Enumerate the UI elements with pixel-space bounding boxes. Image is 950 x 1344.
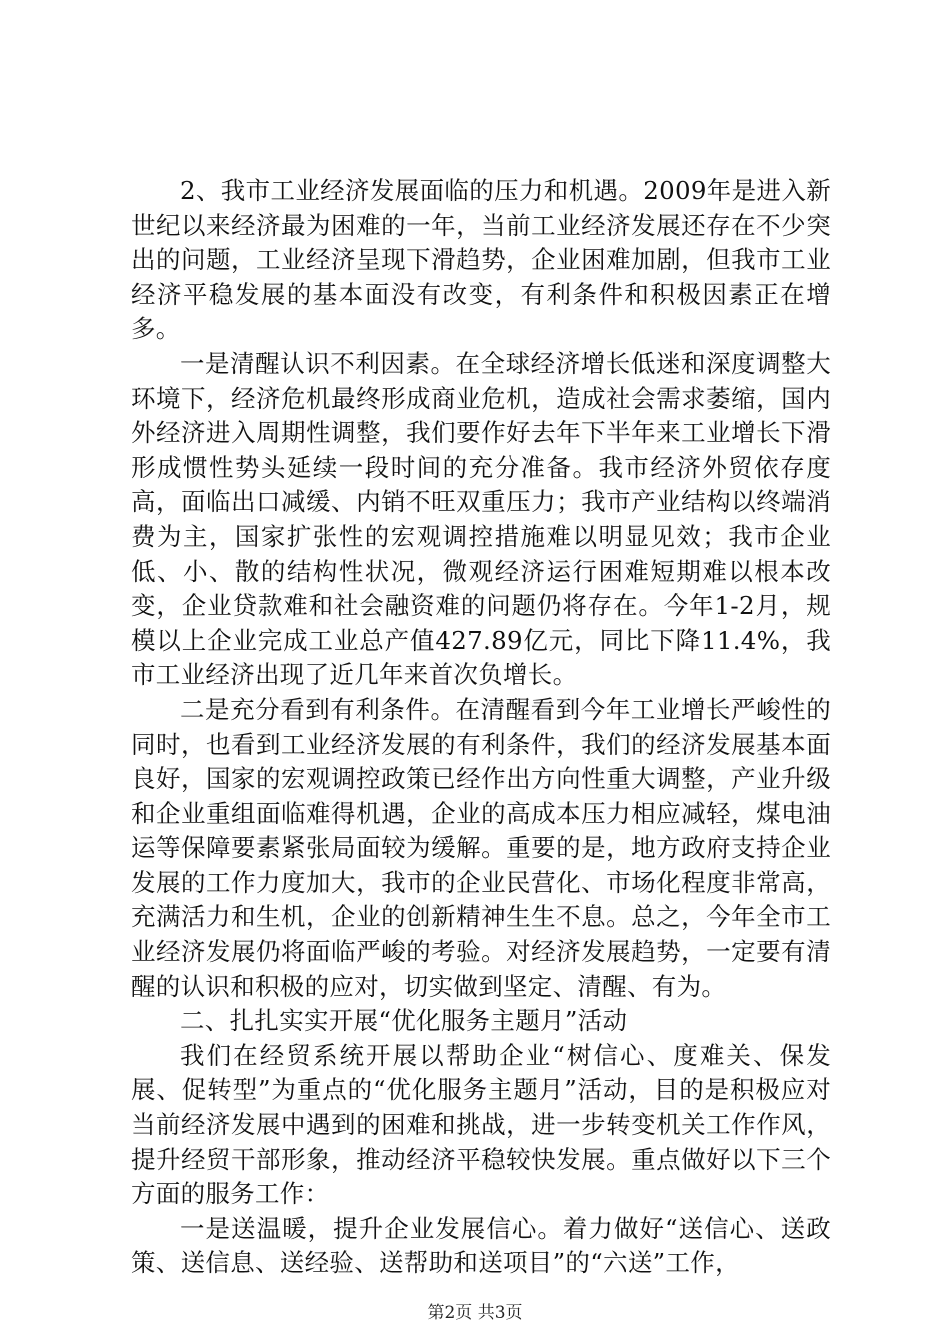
page-number-footer: 第2页 共3页 [427, 1303, 523, 1323]
paragraph-service-month-intro: 我们在经贸系统开展以帮助企业“树信心、度难关、保发展、促转型”为重点的“优化服务主题月”活动，目的是积极应对当前经济发展中遇到的困难和挑战，进一步转变机关工作作风，提升经贸干部形象，推动经济平稳较快发展。重点做好以下三个方面的服务工作： [131, 1040, 831, 1209]
paragraph-send-warmth: 一是送温暖，提升企业发展信心。着力做好“送信心、送政策、送信息、送经验、送帮助和送项目”的“六送”工作， [131, 1213, 831, 1278]
paragraph-pressure-and-opportunity: 2、我市工业经济发展面临的压力和机遇。2009年是进入新世纪以来经济最为困难的一年，当前工业经济发展还存在不少突出的问题，工业经济呈现下滑趋势，企业困难加剧，但我市工业经济平稳发展的基本面没有改变，有利条件和积极因素正在增多。 [131, 176, 831, 344]
document-body [131, 174, 831, 1281]
section-heading-service-month: 二、扎扎实实开展“优化服务主题月”活动 [180, 1006, 628, 1036]
paragraph-unfavorable-factors: 一是清醒认识不利因素。在全球经济增长低迷和深度调整大环境下，经济危机最终形成商业危机，造成社会需求萎缩，国内外经济进入周期性调整，我们要作好去年下半年来工业增长下滑形成惯性势头延续一段时间的充分准备。我市经济外贸依存度高，面临出口减缓、内销不旺双重压力；我市产业结构以终端消费为主，国家扩张性的宏观调控措施难以明显见效；我市企业低、小、散的结构性状况，微观经济运行困难短期难以根本改变，企业贷款难和社会融资难的问题仍将存在。今年1-2月，规模以上企业完成工业总产值427.89亿元，同比下降11.4%，我市工业经济出现了近几年来首次负增长。 [131, 348, 831, 690]
paragraph-favorable-conditions: 二是充分看到有利条件。在清醒看到今年工业增长严峻性的同时，也看到工业经济发展的有利条件，我们的经济发展基本面良好，国家的宏观调控政策已经作出方向性重大调整，产业升级和企业重组面临难得机遇，企业的高成本压力相应减轻，煤电油运等保障要素紧张局面较为缓解。重要的是，地方政府支持企业发展的工作力度加大，我市的企业民营化、市场化程度非常高，充满活力和生机，企业的创新精神生生不息。总之，今年全市工业经济发展仍将面临严峻的考验。对经济发展趋势，一定要有清醒的认识和积极的应对，切实做到坚定、清醒、有为。 [131, 694, 831, 1001]
